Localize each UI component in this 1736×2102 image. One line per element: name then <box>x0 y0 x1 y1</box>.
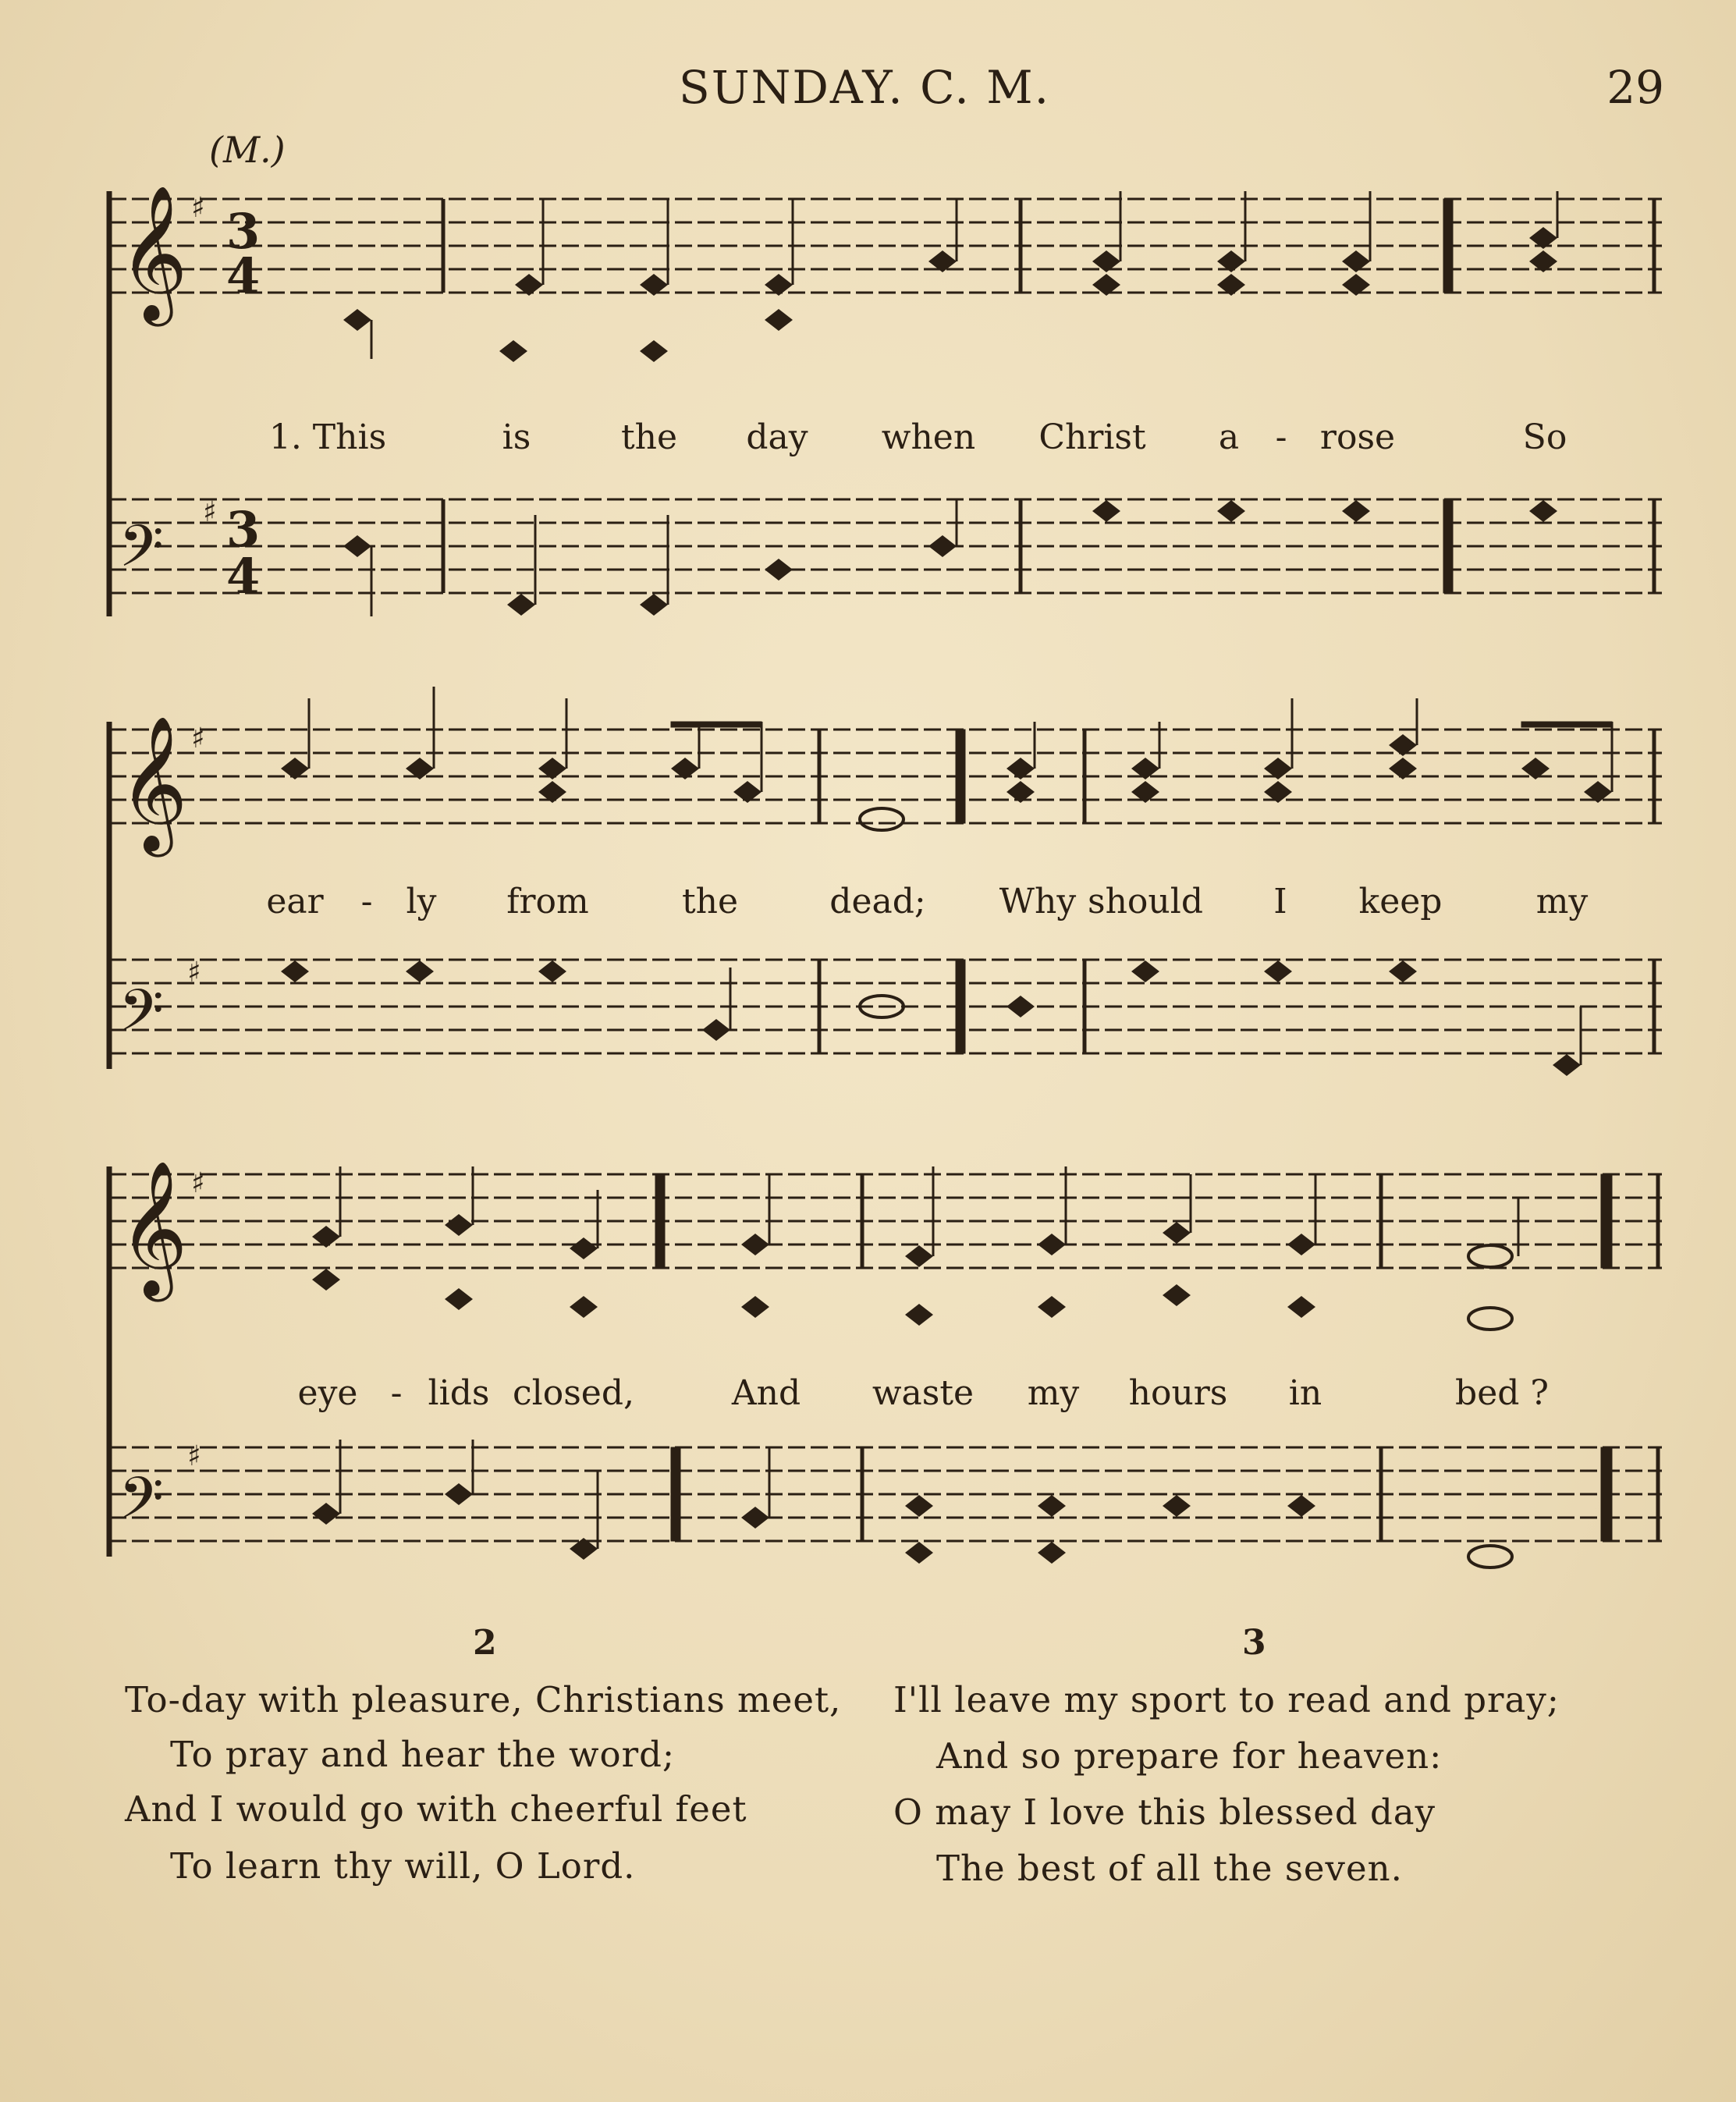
lyric-s1-2: is <box>502 417 531 457</box>
lyric-s3-4: closed, <box>513 1373 634 1413</box>
lyric-s2-2: - <box>360 882 373 921</box>
lyric-s2-6: dead; <box>829 882 926 921</box>
svg-text:𝄢: 𝄢 <box>119 977 164 1059</box>
lyric-s2-9: I <box>1273 882 1287 921</box>
svg-text:𝄞: 𝄞 <box>119 1160 188 1296</box>
svg-text:♯: ♯ <box>191 1167 205 1199</box>
lyric-s3-2: - <box>390 1373 403 1413</box>
verse-3-line-1: I'll leave my sport to read and pray; <box>893 1679 1560 1720</box>
lyric-s3-10: bed ? <box>1455 1373 1549 1413</box>
lyric-s3-3: lids <box>428 1373 490 1413</box>
lyric-s3-9: in <box>1288 1373 1322 1413</box>
tempo-marker: (M.) <box>209 129 286 171</box>
lyric-s3-7: my <box>1027 1373 1080 1413</box>
lyric-s2-7: Why <box>999 882 1077 921</box>
lyric-s1-1: 1. This <box>268 417 387 457</box>
verse-2-line-4: To learn thy will, O Lord. <box>170 1845 636 1887</box>
verse-3-line-2: And so prepare for heaven: <box>936 1735 1443 1777</box>
lyric-s1-9: rose <box>1319 417 1396 457</box>
lyric-s1-6: Christ <box>1038 417 1146 457</box>
svg-text:3: 3 <box>226 203 261 260</box>
lyric-s2-3: ly <box>406 882 437 921</box>
svg-text:4: 4 <box>226 548 261 605</box>
svg-text:♯: ♯ <box>187 957 201 989</box>
lyric-s3-1: eye <box>297 1373 358 1413</box>
verse-2-number: 2 <box>473 1623 497 1663</box>
lyric-s1-10: So <box>1522 417 1567 457</box>
lyric-s2-8: should <box>1088 882 1203 921</box>
lyric-s1-5: when <box>881 417 976 457</box>
svg-text:𝄢: 𝄢 <box>119 513 164 595</box>
lyric-s2-5: the <box>681 882 739 921</box>
lyric-s3-8: hours <box>1128 1373 1228 1413</box>
svg-text:4: 4 <box>226 247 261 304</box>
verse-3-line-3: O may I love this blessed day <box>893 1791 1436 1833</box>
hymn-title: SUNDAY. C. M. <box>679 61 1051 114</box>
system-1 <box>109 185 1662 616</box>
lyric-s3-5: And <box>731 1373 801 1413</box>
svg-text:𝄞: 𝄞 <box>119 185 188 321</box>
lyric-s1-8: - <box>1275 417 1287 457</box>
svg-text:♯: ♯ <box>203 496 217 528</box>
verse-3-number: 3 <box>1242 1623 1266 1663</box>
verse-3-line-4: The best of all the seven. <box>936 1848 1403 1889</box>
svg-text:♯: ♯ <box>191 723 205 755</box>
page-number: 29 <box>1606 61 1664 114</box>
lyric-s3-6: waste <box>872 1373 975 1413</box>
lyric-s2-1: ear <box>266 882 324 921</box>
lyric-s2-10: keep <box>1358 882 1443 921</box>
svg-text:3: 3 <box>226 501 261 558</box>
lyric-s2-11: my <box>1535 882 1589 921</box>
svg-text:𝄢: 𝄢 <box>119 1465 164 1546</box>
verse-2-line-3: And I would go with cheerful feet <box>125 1788 747 1830</box>
svg-text:𝄞: 𝄞 <box>119 715 188 851</box>
lyric-s1-4: day <box>746 417 808 457</box>
system-3 <box>109 1160 1662 1568</box>
verse-2-line-2: To pray and hear the word; <box>170 1734 676 1775</box>
svg-text:♯: ♯ <box>191 192 205 224</box>
verse-2-line-1: To-day with pleasure, Christians meet, <box>125 1679 842 1720</box>
lyric-s2-4: from <box>506 882 589 921</box>
lyric-s1-3: the <box>620 417 678 457</box>
lyric-s1-7: a <box>1218 417 1240 457</box>
svg-text:♯: ♯ <box>187 1440 201 1472</box>
